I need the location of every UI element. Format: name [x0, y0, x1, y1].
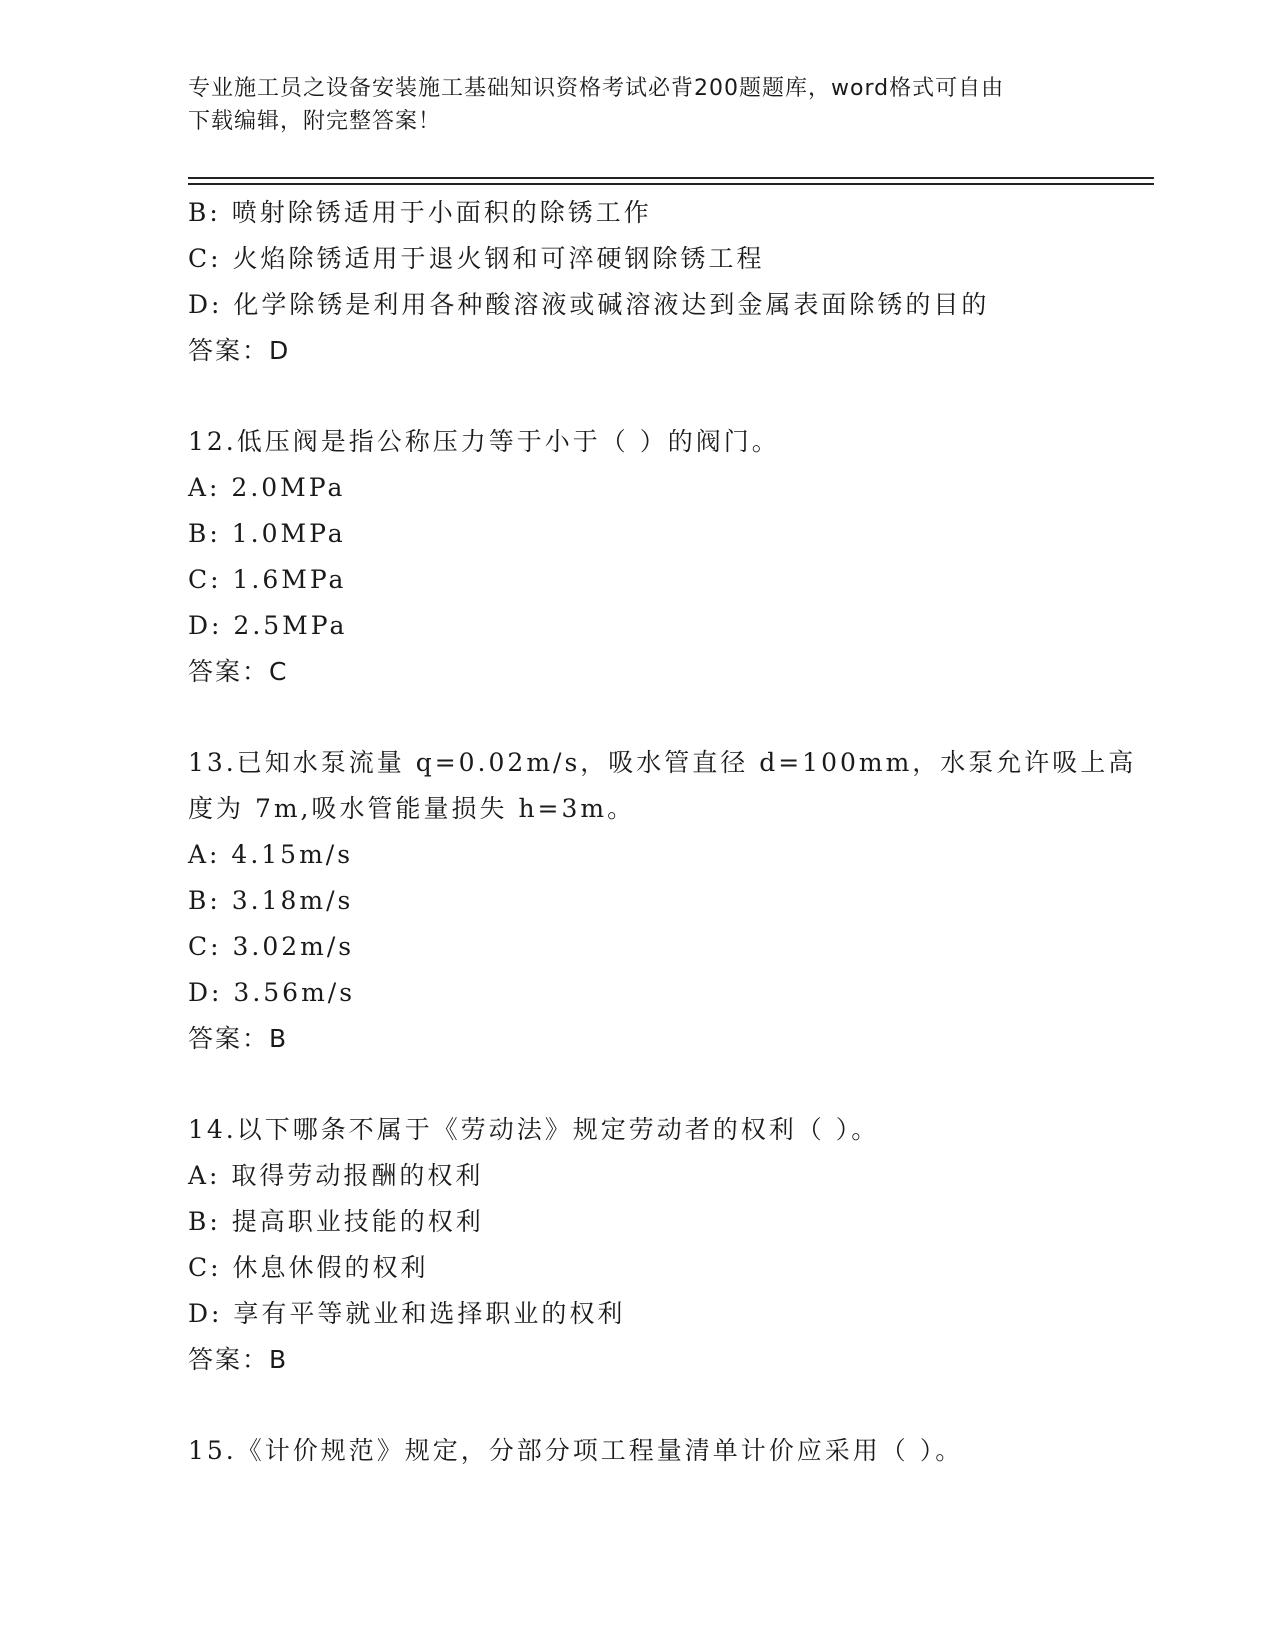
- option-c: C: 火焰除锈适用于退火钢和可淬硬钢除锈工程: [188, 244, 765, 273]
- answer: 答案：B: [188, 1024, 289, 1053]
- option-b: B: 喷射除锈适用于小面积的除锈工作: [188, 198, 652, 227]
- question-text: 12.低压阀是指公称压力等于小于（ ）的阀门。: [188, 427, 780, 456]
- document-body: [188, 190, 1137, 1474]
- question-text: 14.以下哪条不属于《劳动法》规定劳动者的权利（ ）。: [188, 1115, 880, 1144]
- question-text: 15.《计价规范》规定，分部分项工程量清单计价应采用（ ）。: [188, 1436, 964, 1465]
- answer: 答案：B: [188, 1345, 289, 1374]
- question-14: [188, 1107, 1088, 1383]
- option-a: A: 取得劳动报酬的权利: [188, 1161, 484, 1190]
- answer: 答案：C: [188, 657, 289, 686]
- option-c: C: 1.6MPa: [188, 565, 347, 594]
- question-12: [188, 419, 1088, 695]
- option-d: D: 化学除锈是利用各种酸溶液或碱溶液达到金属表面除锈的目的: [188, 290, 990, 319]
- option-a: A: 4.15m/s: [188, 840, 354, 869]
- option-a: A: 2.0MPa: [188, 473, 346, 502]
- option-d: D: 2.5MPa: [188, 611, 348, 640]
- question-text-line-2: 度为 7m,吸水管能量损失 h=3m。: [188, 794, 636, 823]
- document-header: [188, 72, 1088, 138]
- option-d: D: 3.56m/s: [188, 978, 356, 1007]
- option-b: B: 提高职业技能的权利: [188, 1207, 484, 1236]
- header-line-2: 下载编辑，附完整答案！: [188, 109, 442, 134]
- header-rule-top: [188, 177, 1154, 179]
- header-line-1: 专业施工员之设备安装施工基础知识资格考试必背200题题库，word格式可自由: [188, 76, 1005, 101]
- question-15: [188, 1428, 1088, 1474]
- question-text-line-1: 13.已知水泵流量 q=0.02m/s，吸水管直径 d=100mm，水泵允许吸上高: [188, 748, 1137, 777]
- answer: 答案：D: [188, 336, 291, 365]
- option-d: D: 享有平等就业和选择职业的权利: [188, 1299, 626, 1328]
- question-11: [188, 190, 1088, 374]
- option-c: C: 3.02m/s: [188, 932, 355, 961]
- header-rule-bottom: [188, 183, 1154, 185]
- option-b: B: 1.0MPa: [188, 519, 346, 548]
- option-b: B: 3.18m/s: [188, 886, 354, 915]
- option-c: C: 休息休假的权利: [188, 1253, 429, 1282]
- question-13: [188, 740, 1137, 1062]
